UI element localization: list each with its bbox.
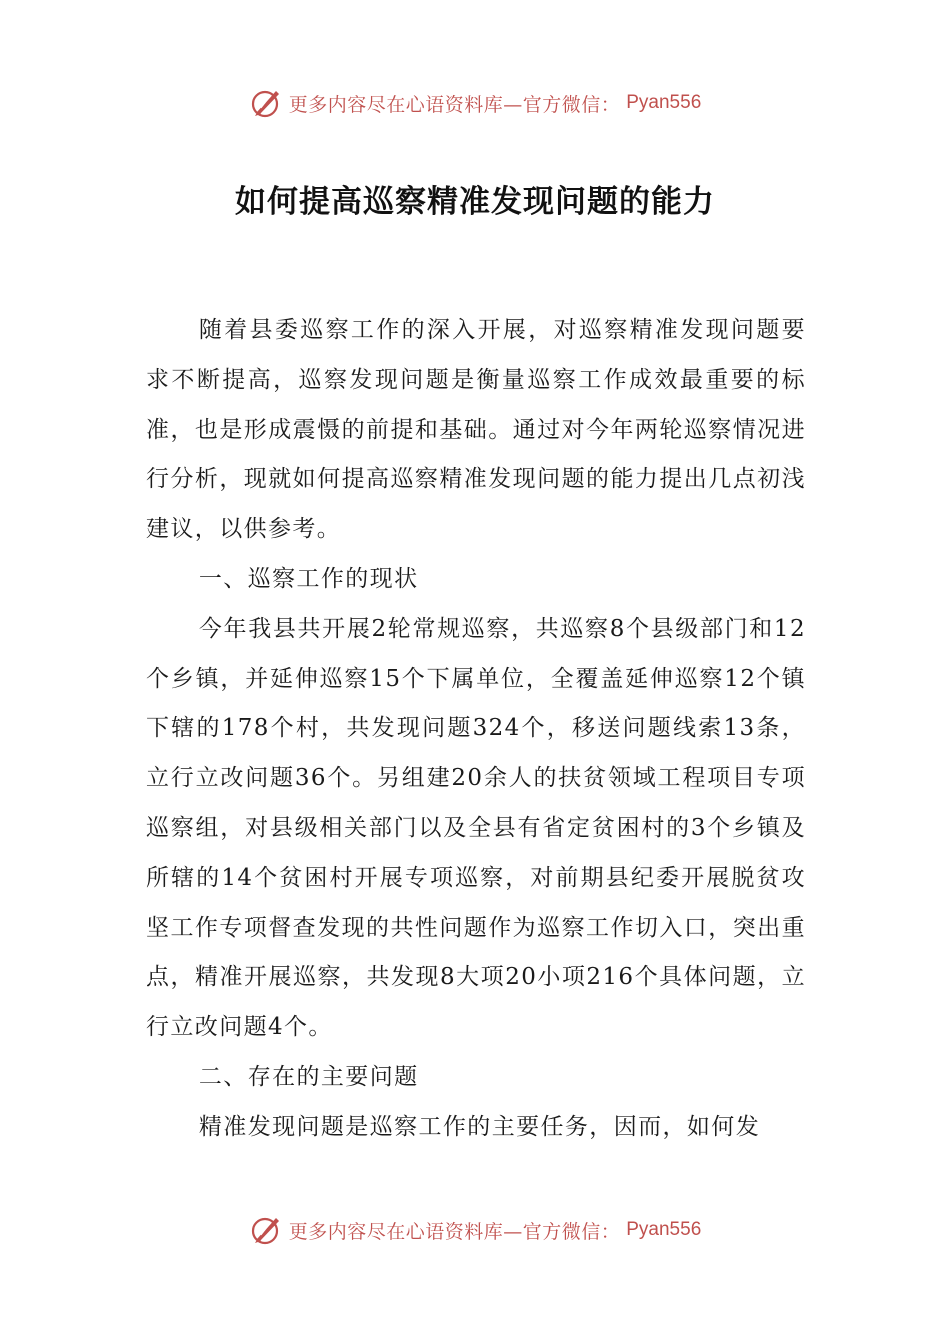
section-heading-2: 二、存在的主要问题	[198, 1063, 419, 1090]
paragraph-intro: 随着县委巡察工作的深入开展，对巡察精准发现问题要求不断提高，巡察发现问题是衡量巡察工作成效最重要的标准，也是形成震慑的前提和基础。通过对今年两轮巡察情况进行分析，现就如何提高巡察精准发现问题的能力提出几点初浅建议，以供参考。	[146, 317, 806, 543]
document-title: 如何提高巡察精准发现问题的能力	[235, 184, 715, 220]
section-heading-1: 一、巡察工作的现状	[198, 565, 419, 592]
banner-text: 更多内容尽在心语资料库—官方微信：	[288, 1220, 621, 1243]
document-body	[146, 306, 806, 1153]
quill-logo-icon	[249, 1213, 283, 1247]
paragraph-problems: 精准发现问题是巡察工作的主要任务，因而，如何发	[198, 1113, 761, 1140]
paragraph-status: 今年我县共开展2轮常规巡察，共巡察8个县级部门和12个乡镇，并延伸巡察15个下属单位，全覆盖延伸巡察12个镇下辖的178个村，共发现问题324个，移送问题线索13条，立行立改问题36个。另组建20余人的扶贫领域工程项目专项巡察组，对县级相关部门以及全县有省定贫困村的3个乡镇及所辖的14个贫困村开展专项巡察，对前期县纪委开展脱贫攻坚工作专项督查发现的共性问题作为巡察工作切入口，突出重点，精准开展巡察，共发现8大项20小项216个具体问题，立行立改问题4个。	[146, 615, 806, 1041]
footer-banner	[0, 1213, 950, 1247]
header-banner	[0, 86, 950, 120]
banner-text: 更多内容尽在心语资料库—官方微信：	[288, 93, 621, 116]
quill-logo-icon	[249, 86, 283, 120]
banner-wechat-id: Pyan556	[626, 1219, 702, 1240]
banner-wechat-id: Pyan556	[626, 92, 702, 113]
